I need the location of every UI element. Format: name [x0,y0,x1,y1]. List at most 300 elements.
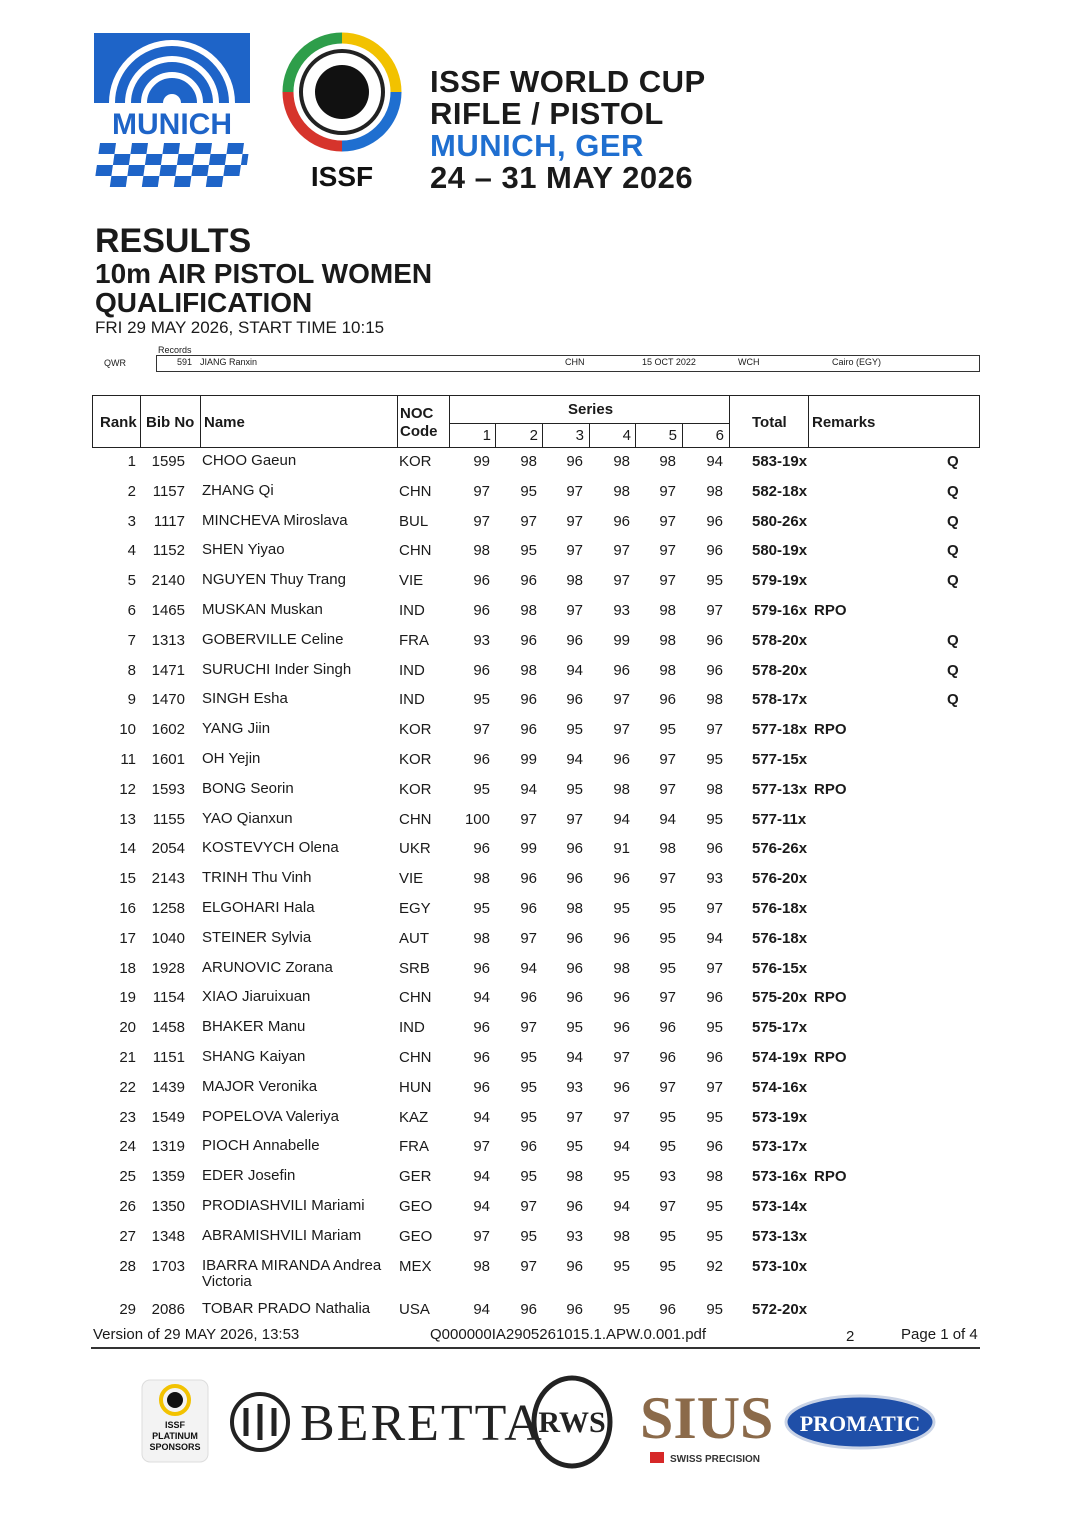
total-cell: 574-19x [752,1049,808,1066]
name-cell: KOSTEVYCH Olena [202,839,339,857]
series-3-cell: 93 [566,1078,583,1096]
series-4-cell: 95 [613,1300,630,1318]
series-3-cell: 97 [566,1108,583,1126]
series-4-cell: 98 [613,1227,630,1245]
record-score: 591 [177,357,193,367]
noc-cell: KOR [399,453,432,470]
name-cell: STEINER Sylvia [202,928,312,946]
records-label: Records [158,345,192,355]
series-5-cell: 95 [659,900,676,917]
name-cell: YAO Qianxun [202,809,293,827]
series-6-cell: 96 [706,512,723,530]
noc-cell: CHN [399,810,432,828]
bib-cell: 1157 [152,482,185,500]
table-row [92,870,980,900]
series-4-cell: 97 [613,572,630,590]
noc-cell: KOR [399,721,432,739]
series-1-cell: 94 [473,989,490,1007]
issf-logo-text: ISSF [310,161,374,190]
series-3-cell: 98 [566,1168,583,1186]
noc-cell: HUN [399,1078,432,1096]
bib-cell: 1348 [151,1227,185,1245]
series-4-cell: 98 [613,453,630,470]
series-1-cell: 96 [473,1078,490,1096]
rank-cell: 26 [119,1198,136,1215]
rws-wordmark: RWS [538,1406,606,1439]
noc-cell: KAZ [399,1108,429,1126]
issf-sponsor-line-1: ISSF [164,1420,186,1430]
series-6-cell: 96 [706,542,723,560]
record-date: 15 OCT 2022 [642,357,696,367]
total-cell: 578-20x [752,631,808,649]
header-name: Name [204,414,245,431]
sius-tagline: SWISS PRECISION [670,1454,761,1465]
remark-cell: RPO [814,721,847,739]
page-number-small: 2 [846,1328,855,1345]
series-6-cell: 98 [706,482,723,500]
series-3-cell: 96 [566,959,583,977]
series-1-cell: 98 [473,1257,490,1275]
rank-cell: 14 [119,840,136,858]
series-6-cell: 95 [706,751,723,768]
series-1-cell: 97 [473,482,490,500]
name-cell: SINGH Esha [202,690,288,708]
sius-logo [640,1385,773,1465]
bib-cell: 1154 [152,989,185,1007]
series-2-cell: 99 [520,751,537,768]
series-6-header: 6 [715,427,724,444]
name-cell: MAJOR Veronika [202,1077,318,1095]
noc-cell: USA [399,1300,430,1318]
bib-cell: 1155 [152,810,185,828]
rank-cell: 18 [119,959,136,977]
series-2-cell: 95 [520,1108,537,1126]
qualified-mark: Q [947,661,959,679]
series-1-cell: 98 [473,929,490,947]
series-3-cell: 96 [566,1198,583,1215]
total-cell: 576-18x [752,929,808,947]
rws-logo [534,1378,610,1466]
series-4-cell: 96 [613,870,630,888]
series-3-cell: 96 [566,691,583,709]
issf-sponsor-line-3: SPONSORS [149,1442,201,1452]
name-cell: CHOO Gaeun [202,452,297,469]
noc-cell: KOR [399,780,432,798]
name-cell: IBARRA MIRANDA Andrea Victoria [202,1256,382,1290]
total-cell: 583-19x [752,453,808,470]
noc-cell: GER [399,1168,432,1186]
name-cell: NGUYEN Thuy Trang [202,571,346,589]
table-row [92,1138,980,1168]
series-3-cell: 97 [566,810,583,828]
series-2-cell: 97 [520,810,537,828]
header-noc: NOC [400,405,434,422]
noc-cell: FRA [399,1138,429,1156]
rank-cell: 21 [119,1049,136,1066]
table-row [92,811,980,841]
remark-cell: RPO [814,602,847,619]
series-4-cell: 97 [613,691,630,709]
promatic-wordmark: PROMATIC [799,1411,921,1436]
bib-cell: 1928 [151,959,185,977]
series-4-cell: 91 [613,840,630,858]
promatic-logo [786,1396,934,1448]
series-4-cell: 95 [613,1168,630,1186]
series-3-cell: 98 [566,900,583,917]
series-5-cell: 97 [659,870,676,888]
series-3-cell: 95 [566,1019,583,1037]
session-info: FRI 29 MAY 2026, START TIME 10:15 [95,318,385,337]
remark-cell: RPO [814,989,847,1007]
table-row [92,1198,980,1228]
bib-cell: 1703 [151,1257,185,1275]
bib-cell: 1313 [151,631,185,649]
header-total: Total [752,414,787,431]
table-row [92,691,980,721]
series-2-cell: 99 [520,840,537,858]
series-6-cell: 96 [706,1138,723,1156]
series-2-cell: 97 [520,1019,537,1037]
series-6-cell: 95 [706,1300,723,1318]
header-series: Series [568,401,614,418]
total-cell: 572-20x [752,1300,808,1318]
bib-cell: 1319 [151,1138,185,1156]
series-1-cell: 96 [473,572,490,590]
series-6-cell: 97 [706,721,723,739]
series-4-cell: 97 [613,1108,630,1126]
name-cell: ARUNOVIC Zorana [202,958,333,976]
name-cell: EDER Josefin [202,1167,296,1185]
total-cell: 573-14x [752,1198,808,1215]
name-cell: PRODIASHVILI Mariami [202,1197,365,1214]
rank-cell: 6 [127,602,136,619]
table-row [92,900,980,930]
bib-cell: 1439 [151,1078,185,1096]
series-1-cell: 96 [473,1019,490,1037]
series-6-cell: 95 [706,1108,723,1126]
event-name: 10m AIR PISTOL WOMEN [95,258,433,289]
series-4-cell: 96 [613,751,630,768]
series-2-cell: 96 [520,1138,537,1156]
series-4-cell: 96 [613,661,630,679]
name-cell: SURUCHI Inder Singh [202,660,352,678]
bib-cell: 1040 [151,929,185,947]
series-5-cell: 98 [659,453,676,470]
footer-divider [91,1347,980,1349]
bib-cell: 1595 [151,453,185,470]
total-cell: 576-15x [752,959,808,977]
series-4-cell: 99 [613,631,630,649]
name-cell: TOBAR PRADO Nathalia [202,1299,371,1317]
series-6-cell: 95 [706,1198,723,1215]
noc-cell: FRA [399,631,429,649]
series-4-cell: 94 [613,810,630,828]
total-cell: 573-10x [752,1257,808,1275]
munich-logo [94,33,250,189]
series-3-cell: 96 [566,453,583,470]
series-1-cell: 97 [473,1138,490,1156]
series-3-cell: 96 [566,870,583,888]
total-cell: 576-18x [752,900,808,917]
header-code: Code [400,423,438,440]
rank-cell: 27 [119,1227,136,1245]
series-6-cell: 97 [706,959,723,977]
rank-cell: 20 [119,1019,136,1037]
table-row [92,840,980,870]
series-2-cell: 96 [520,900,537,917]
series-5-cell: 95 [659,959,676,977]
series-4-cell: 98 [613,959,630,977]
series-1-cell: 96 [473,1049,490,1066]
series-2-header: 2 [529,427,538,444]
series-4-cell: 96 [613,929,630,947]
table-row [92,662,980,692]
page-indicator: Page 1 of 4 [901,1326,978,1343]
table-row [92,483,980,513]
rank-cell: 16 [119,900,136,917]
rank-cell: 29 [119,1300,136,1318]
name-cell: ABRAMISHVILI Mariam [202,1226,362,1244]
series-6-cell: 94 [706,453,723,470]
header-bib: Bib No [146,414,195,431]
series-1-cell: 94 [473,1108,490,1126]
series-5-cell: 93 [659,1168,676,1186]
series-2-cell: 94 [520,959,537,977]
qualified-mark: Q [947,453,959,470]
series-5-header: 5 [668,427,677,444]
series-1-cell: 94 [473,1198,490,1215]
bib-cell: 1258 [151,900,185,917]
event-line-4: 24 – 31 MAY 2026 [430,160,694,195]
bib-cell: 2086 [151,1300,185,1318]
series-1-cell: 94 [473,1300,490,1318]
total-cell: 579-16x [752,602,808,619]
series-3-cell: 97 [566,542,583,560]
series-1-cell: 96 [473,661,490,679]
table-row [92,572,980,602]
noc-cell: GEO [399,1227,433,1245]
series-4-cell: 97 [613,721,630,739]
total-cell: 576-20x [752,870,808,888]
series-2-cell: 97 [520,512,537,530]
series-1-cell: 97 [473,1227,490,1245]
record-place: Cairo (EGY) [832,357,882,367]
total-cell: 582-18x [752,482,808,500]
series-3-cell: 96 [566,989,583,1007]
total-cell: 575-17x [752,1019,808,1037]
noc-cell: GEO [399,1198,433,1215]
series-5-cell: 94 [659,810,676,828]
total-cell: 578-17x [752,691,808,709]
series-1-cell: 95 [473,691,490,709]
results-heading: RESULTS [95,222,252,260]
file-name: Q000000IA2905261015.1.APW.0.001.pdf [430,1326,707,1343]
total-cell: 577-15x [752,751,808,768]
noc-cell: CHN [399,542,432,560]
total-cell: 579-19x [752,572,808,590]
name-cell: SHEN Yiyao [202,541,285,559]
total-cell: 580-26x [752,512,808,530]
name-cell: YANG Jiin [202,720,271,738]
sponsor-strip [130,1370,950,1475]
series-1-cell: 97 [473,721,490,739]
total-cell: 577-11x [752,810,807,828]
total-cell: 573-19x [752,1108,808,1126]
series-2-cell: 96 [520,691,537,709]
series-2-cell: 96 [520,989,537,1007]
table-row [92,781,980,811]
table-row [92,989,980,1019]
header-rank: Rank [100,414,137,431]
total-cell: 575-20x [752,989,808,1007]
qualified-mark: Q [947,482,959,500]
rank-cell: 22 [119,1078,136,1096]
series-2-cell: 97 [520,929,537,947]
series-6-cell: 96 [706,661,723,679]
noc-cell: AUT [399,929,429,947]
series-3-cell: 95 [566,1138,583,1156]
bib-cell: 1470 [151,691,185,709]
series-5-cell: 97 [659,1078,676,1096]
noc-cell: BUL [399,512,429,530]
remark-cell: RPO [814,780,847,798]
series-5-cell: 98 [659,631,676,649]
series-4-cell: 96 [613,1078,630,1096]
series-2-cell: 95 [520,1227,537,1245]
series-2-cell: 97 [520,1198,537,1215]
series-1-cell: 95 [473,900,490,917]
series-5-cell: 97 [659,780,676,798]
name-cell: BONG Seorin [202,779,294,797]
series-3-cell: 96 [566,840,583,858]
series-2-cell: 95 [520,482,537,500]
series-4-cell: 96 [613,512,630,530]
qualified-mark: Q [947,691,959,709]
series-6-cell: 95 [706,1227,723,1245]
total-cell: 577-13x [752,780,808,798]
rank-cell: 7 [127,631,136,649]
series-4-header: 4 [622,427,631,444]
issf-sponsor-line-2: PLATINUM [152,1431,198,1441]
series-1-cell: 96 [473,840,490,858]
series-6-cell: 97 [706,1078,723,1096]
qualified-mark: Q [947,542,959,560]
rank-cell: 9 [127,691,136,709]
bib-cell: 1602 [151,721,185,739]
table-row [92,542,980,572]
series-3-cell: 97 [566,602,583,619]
series-3-cell: 94 [566,1049,583,1066]
series-1-cell: 97 [473,512,490,530]
series-3-cell: 95 [566,721,583,739]
series-6-cell: 97 [706,900,723,917]
noc-cell: IND [399,661,425,679]
series-5-cell: 95 [659,1108,676,1126]
series-1-cell: 93 [473,631,490,649]
series-4-cell: 96 [613,989,630,1007]
series-2-cell: 96 [520,1300,537,1318]
series-3-cell: 96 [566,631,583,649]
event-line-1: ISSF WORLD CUP [430,64,706,99]
noc-cell: IND [399,691,425,709]
series-3-cell: 95 [566,780,583,798]
name-cell: ELGOHARI Hala [202,899,315,916]
series-5-cell: 98 [659,602,676,619]
table-row [92,960,980,990]
rank-cell: 24 [119,1138,136,1156]
name-cell: MINCHEVA Miroslava [202,511,348,529]
series-5-cell: 96 [659,1049,676,1066]
records-box [156,355,980,372]
noc-cell: KOR [399,751,432,768]
series-6-cell: 95 [706,810,723,828]
series-5-cell: 97 [659,482,676,500]
remark-cell: RPO [814,1168,847,1186]
series-6-cell: 95 [706,572,723,590]
table-row [92,602,980,632]
series-3-cell: 96 [566,1300,583,1318]
table-row [92,1168,980,1198]
name-cell: POPELOVA Valeriya [202,1107,340,1125]
results-table-header [92,395,980,448]
table-row [92,721,980,751]
series-1-cell: 96 [473,959,490,977]
series-6-cell: 97 [706,602,723,619]
series-2-cell: 95 [520,1049,537,1066]
series-5-cell: 95 [659,1138,676,1156]
noc-cell: EGY [399,900,431,917]
noc-cell: CHN [399,989,432,1007]
header-remarks: Remarks [812,414,876,431]
name-cell: OH Yejin [202,750,261,767]
bib-cell: 1359 [151,1168,185,1186]
series-5-cell: 96 [659,1019,676,1037]
rank-cell: 1 [127,453,136,470]
series-1-cell: 95 [473,780,490,798]
series-6-cell: 93 [706,870,723,888]
event-title [430,66,706,194]
record-event: WCH [738,357,760,367]
name-cell: GOBERVILLE Celine [202,630,344,648]
bib-cell: 1350 [151,1198,185,1215]
series-5-cell: 97 [659,751,676,768]
bib-cell: 1549 [151,1108,185,1126]
series-5-cell: 97 [659,542,676,560]
series-4-cell: 93 [613,602,630,619]
series-6-cell: 96 [706,1049,723,1066]
noc-cell: VIE [399,572,424,590]
series-6-cell: 96 [706,989,723,1007]
series-2-cell: 95 [520,1168,537,1186]
table-row [92,1049,980,1079]
event-line-2: RIFLE / PISTOL [430,96,664,131]
series-1-cell: 100 [464,810,490,828]
noc-cell: SRB [399,959,430,977]
series-3-cell: 98 [566,572,583,590]
rank-cell: 19 [119,989,136,1007]
total-cell: 578-20x [752,661,808,679]
series-1-cell: 98 [473,870,490,888]
series-4-cell: 95 [613,1257,630,1275]
rank-cell: 8 [127,661,136,679]
name-cell: TRINH Thu Vinh [202,869,312,887]
record-noc: CHN [565,357,585,367]
issf-platinum-sponsors-logo [142,1380,208,1462]
munich-logo-text: MUNICH [112,108,232,141]
table-row [92,1258,980,1288]
beretta-wordmark: BERETTA [300,1395,544,1452]
total-cell: 573-16x [752,1168,808,1186]
